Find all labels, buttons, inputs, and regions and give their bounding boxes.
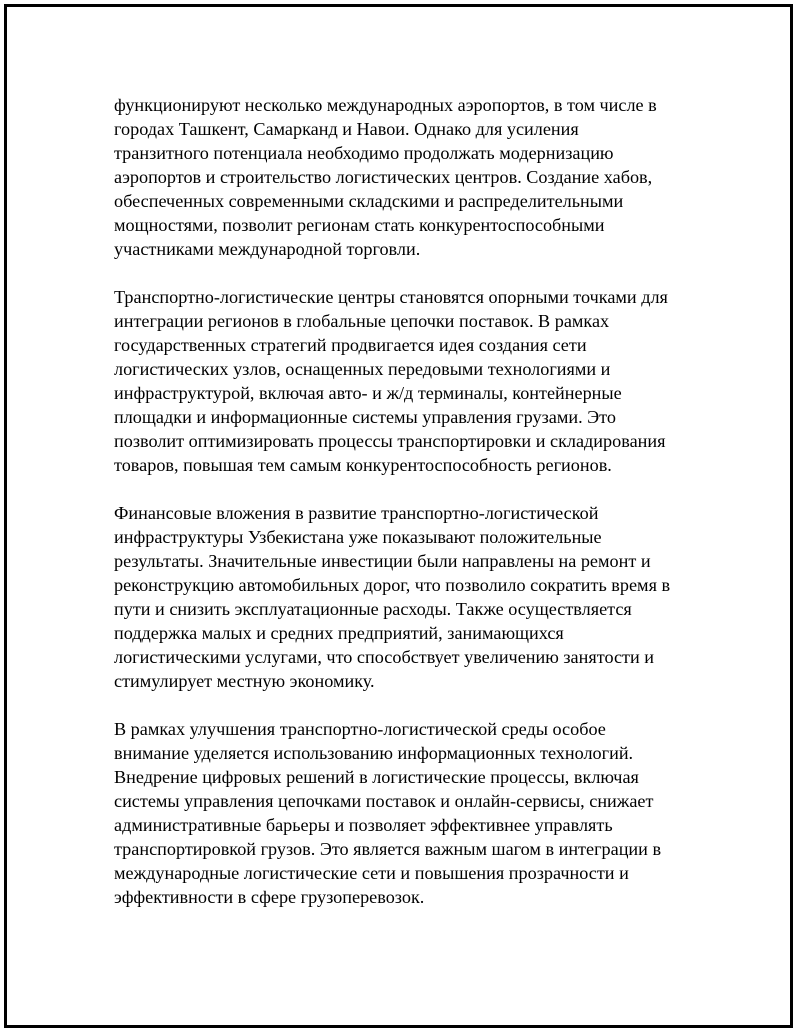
paragraph-2: Транспортно-логистические центры становятся опорными точками для интеграции регионов в глобальные цепочки поставок. В рамках государственных стратегий продвигается идея создания сети логистических узлов, оснащенных передовыми технологиями и инфраструктурой, включая авто- и ж/д терминалы, контейнерные площадки и информационные системы управления грузами. Это позволит оптимизировать процессы транспортировки и складирования товаров, повышая тем самым конкурентоспособность регионов. (114, 287, 668, 475)
paragraph-3: Финансовые вложения в развитие транспортно-логистической инфраструктуры Узбекистана уже показывают положительные результаты. Значительные инвестиции были направлены на ремонт и реконструкцию автомобильных дорог, что позволило сократить время в пути и снизить эксплуатационные расходы. Также осуществляется поддержка малых и средних предприятий, занимающихся логистическими услугами, что способствует увеличению занятости и стимулирует местную экономику. (114, 503, 671, 691)
paragraph-1: функционируют несколько международных аэропортов, в том числе в городах Ташкент, Самарканд и Навои. Однако для усиления транзитного потенциала необходимо продолжать модернизацию аэропортов и строительство логистических центров. Создание хабов, обеспеченных современными складскими и распределительными мощностями, позволит регионам стать конкурентоспособными участниками международной торговли. (114, 95, 657, 259)
paragraph-4: В рамках улучшения транспортно-логистической среды особое внимание уделяется использованию информационных технологий. Внедрение цифровых решений в логистические процессы, включая системы управления цепочками поставок и онлайн-сервисы, снижает административные барьеры и позволяет эффективнее управлять транспортировкой грузов. Это является важным шагом в интеграции в международные логистические сети и повышения прозрачности и эффективности в сфере грузоперевозок. (114, 719, 662, 907)
document-body (114, 93, 714, 933)
